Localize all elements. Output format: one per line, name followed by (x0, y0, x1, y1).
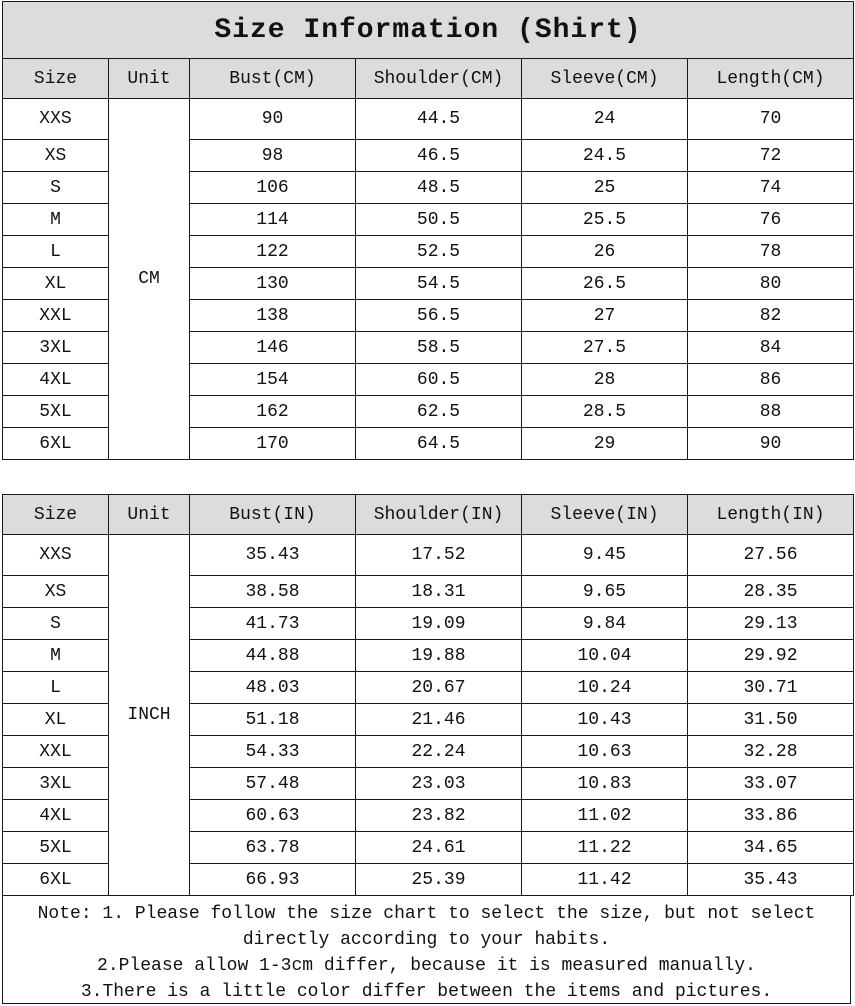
shoulder-cell: 58.5 (356, 332, 522, 364)
bust-cell: 38.58 (190, 576, 356, 608)
length-cell: 35.43 (688, 864, 854, 896)
sleeve-cell: 9.84 (522, 608, 688, 640)
header-shoulder: Shoulder(IN) (356, 495, 522, 535)
length-cell: 80 (688, 268, 854, 300)
shoulder-cell: 17.52 (356, 535, 522, 576)
shoulder-cell: 19.09 (356, 608, 522, 640)
length-cell: 76 (688, 204, 854, 236)
bust-cell: 51.18 (190, 704, 356, 736)
size-cell: XXS (3, 535, 109, 576)
size-cell: 6XL (3, 864, 109, 896)
note-line-1: Note: 1. Please follow the size chart to select the size, but not select (37, 904, 816, 924)
shoulder-cell: 54.5 (356, 268, 522, 300)
size-cell: 5XL (3, 832, 109, 864)
header-unit: Unit (109, 495, 190, 535)
length-cell: 70 (688, 99, 854, 140)
bust-cell: 130 (190, 268, 356, 300)
sleeve-cell: 28 (522, 364, 688, 396)
sleeve-cell: 24 (522, 99, 688, 140)
header-size: Size (3, 495, 109, 535)
sleeve-cell: 9.45 (522, 535, 688, 576)
header-sleeve: Sleeve(CM) (522, 59, 688, 99)
shoulder-cell: 23.82 (356, 800, 522, 832)
shoulder-cell: 24.61 (356, 832, 522, 864)
bust-cell: 57.48 (190, 768, 356, 800)
shoulder-cell: 56.5 (356, 300, 522, 332)
page-title: Size Information (Shirt) (3, 2, 854, 59)
size-cell: 3XL (3, 332, 109, 364)
size-cell: 4XL (3, 800, 109, 832)
length-cell: 90 (688, 428, 854, 460)
shoulder-cell: 22.24 (356, 736, 522, 768)
shoulder-cell: 50.5 (356, 204, 522, 236)
header-unit: Unit (109, 59, 190, 99)
header-size: Size (3, 59, 109, 99)
sleeve-cell: 10.24 (522, 672, 688, 704)
bust-cell: 114 (190, 204, 356, 236)
bust-cell: 122 (190, 236, 356, 268)
bust-cell: 106 (190, 172, 356, 204)
bust-cell: 48.03 (190, 672, 356, 704)
sleeve-cell: 29 (522, 428, 688, 460)
shoulder-cell: 48.5 (356, 172, 522, 204)
length-cell: 34.65 (688, 832, 854, 864)
header-row (3, 495, 854, 535)
bust-cell: 138 (190, 300, 356, 332)
cm-size-table (2, 1, 854, 460)
bust-cell: 98 (190, 140, 356, 172)
size-cell: XL (3, 704, 109, 736)
sleeve-cell: 27.5 (522, 332, 688, 364)
shoulder-cell: 64.5 (356, 428, 522, 460)
shoulder-cell: 52.5 (356, 236, 522, 268)
length-cell: 28.35 (688, 576, 854, 608)
shoulder-cell: 46.5 (356, 140, 522, 172)
sleeve-cell: 10.63 (522, 736, 688, 768)
shoulder-cell: 25.39 (356, 864, 522, 896)
table-row (3, 535, 854, 576)
sleeve-cell: 26.5 (522, 268, 688, 300)
bust-cell: 154 (190, 364, 356, 396)
size-cell: 4XL (3, 364, 109, 396)
bust-cell: 41.73 (190, 608, 356, 640)
shoulder-cell: 19.88 (356, 640, 522, 672)
length-cell: 30.71 (688, 672, 854, 704)
header-shoulder: Shoulder(CM) (356, 59, 522, 99)
shoulder-cell: 62.5 (356, 396, 522, 428)
bust-cell: 35.43 (190, 535, 356, 576)
length-cell: 27.56 (688, 535, 854, 576)
bust-cell: 90 (190, 99, 356, 140)
bust-cell: 44.88 (190, 640, 356, 672)
header-sleeve: Sleeve(IN) (522, 495, 688, 535)
size-cell: M (3, 640, 109, 672)
size-cell: 5XL (3, 396, 109, 428)
length-cell: 88 (688, 396, 854, 428)
length-cell: 72 (688, 140, 854, 172)
length-cell: 29.92 (688, 640, 854, 672)
bust-cell: 66.93 (190, 864, 356, 896)
size-cell: XL (3, 268, 109, 300)
note-line-3: 2.Please allow 1-3cm differ, because it is measured manually. (97, 956, 756, 976)
sleeve-cell: 11.22 (522, 832, 688, 864)
shoulder-cell: 18.31 (356, 576, 522, 608)
length-cell: 82 (688, 300, 854, 332)
length-cell: 32.28 (688, 736, 854, 768)
inch-size-table (2, 494, 854, 896)
length-cell: 29.13 (688, 608, 854, 640)
length-cell: 31.50 (688, 704, 854, 736)
size-cell: 6XL (3, 428, 109, 460)
sleeve-cell: 25 (522, 172, 688, 204)
shoulder-cell: 60.5 (356, 364, 522, 396)
unit-cell: INCH (109, 535, 190, 896)
title-row (3, 2, 854, 59)
bust-cell: 170 (190, 428, 356, 460)
bust-cell: 146 (190, 332, 356, 364)
size-cell: XXL (3, 736, 109, 768)
header-row (3, 59, 854, 99)
sleeve-cell: 9.65 (522, 576, 688, 608)
length-cell: 33.07 (688, 768, 854, 800)
length-cell: 84 (688, 332, 854, 364)
size-cell: 3XL (3, 768, 109, 800)
header-bust: Bust(CM) (190, 59, 356, 99)
note-line-4: 3.There is a little color differ between the items and pictures. (80, 982, 773, 1002)
length-cell: 86 (688, 364, 854, 396)
note-line-2: directly according to your habits. (242, 930, 611, 950)
header-bust: Bust(IN) (190, 495, 356, 535)
header-length: Length(IN) (688, 495, 854, 535)
sleeve-cell: 27 (522, 300, 688, 332)
table-row (3, 99, 854, 140)
sleeve-cell: 10.43 (522, 704, 688, 736)
bust-cell: 63.78 (190, 832, 356, 864)
note-box (2, 895, 851, 1004)
size-cell: XXL (3, 300, 109, 332)
length-cell: 74 (688, 172, 854, 204)
size-cell: XXS (3, 99, 109, 140)
unit-cell: CM (109, 99, 190, 460)
sleeve-cell: 10.04 (522, 640, 688, 672)
shoulder-cell: 20.67 (356, 672, 522, 704)
bust-cell: 162 (190, 396, 356, 428)
size-cell: M (3, 204, 109, 236)
bust-cell: 54.33 (190, 736, 356, 768)
size-cell: L (3, 672, 109, 704)
sleeve-cell: 28.5 (522, 396, 688, 428)
size-cell: L (3, 236, 109, 268)
sleeve-cell: 26 (522, 236, 688, 268)
size-cell: XS (3, 576, 109, 608)
length-cell: 33.86 (688, 800, 854, 832)
header-length: Length(CM) (688, 59, 854, 99)
sleeve-cell: 24.5 (522, 140, 688, 172)
sleeve-cell: 11.42 (522, 864, 688, 896)
size-cell: S (3, 608, 109, 640)
size-cell: XS (3, 140, 109, 172)
sleeve-cell: 11.02 (522, 800, 688, 832)
sleeve-cell: 10.83 (522, 768, 688, 800)
length-cell: 78 (688, 236, 854, 268)
bust-cell: 60.63 (190, 800, 356, 832)
size-cell: S (3, 172, 109, 204)
shoulder-cell: 44.5 (356, 99, 522, 140)
shoulder-cell: 21.46 (356, 704, 522, 736)
sleeve-cell: 25.5 (522, 204, 688, 236)
shoulder-cell: 23.03 (356, 768, 522, 800)
